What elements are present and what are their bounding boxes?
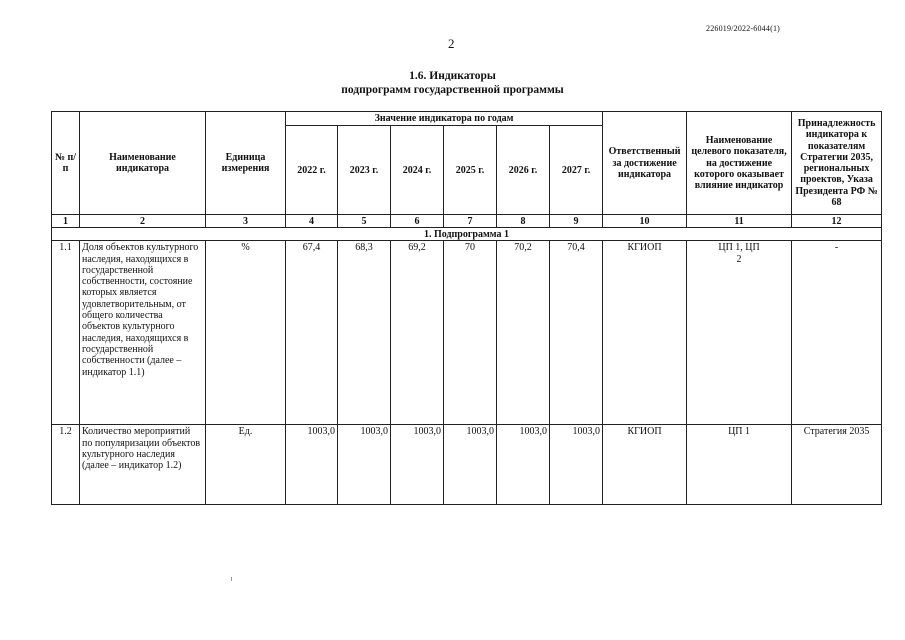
column-number: 2 — [80, 215, 206, 228]
indicators-table — [51, 111, 882, 505]
row-target-indicator: ЦП 1, ЦП 2 — [687, 241, 792, 425]
row-indicator-name: Доля объектов культурного наследия, находящихся в государственной собственности, состояние которых является удовлетворительным, от общего количества объектов культурного наследия, находящихся в государственной собственности (далее – индикатор 1.1) — [80, 241, 206, 425]
column-number-row — [52, 215, 882, 228]
row-responsible: КГИОП — [603, 241, 687, 425]
row-num: 1.2 — [52, 425, 80, 505]
header-year: 2025 г. — [444, 126, 497, 215]
header-year: 2027 г. — [550, 126, 603, 215]
header-row-top — [52, 112, 882, 126]
header-year: 2026 г. — [497, 126, 550, 215]
row-value: 69,2 — [391, 241, 444, 425]
header-indicator-name: Наименование индикатора — [80, 112, 206, 215]
column-number: 1 — [52, 215, 80, 228]
row-belonging: - — [792, 241, 882, 425]
subprogram-heading: 1. Подпрограмма 1 — [52, 228, 882, 241]
header-year: 2022 г. — [286, 126, 338, 215]
row-indicator-name: Количество мероприятий по популяризации объектов культурного наследия (далее – индикатор 1.2) — [80, 425, 206, 505]
row-unit: Ед. — [206, 425, 286, 505]
header-year: 2023 г. — [338, 126, 391, 215]
row-value: 67,4 — [286, 241, 338, 425]
header-belonging: Принадлежность индикатора к показателям Стратегии 2035, региональных проектов, Указа Президента РФ № 68 — [792, 112, 882, 215]
column-number: 6 — [391, 215, 444, 228]
row-target-indicator: ЦП 1 — [687, 425, 792, 505]
row-value: 1003,0 — [338, 425, 391, 505]
row-value: 1003,0 — [550, 425, 603, 505]
column-number: 3 — [206, 215, 286, 228]
document-registration-number: 226019/2022-6044(1) — [706, 24, 781, 33]
row-value: 1003,0 — [286, 425, 338, 505]
page-number: 2 — [448, 36, 455, 51]
row-value: 70,4 — [550, 241, 603, 425]
header-values-group: Значение индикатора по годам — [286, 112, 603, 126]
header-responsible: Ответственный за достижение индикатора — [603, 112, 687, 215]
column-number: 5 — [338, 215, 391, 228]
table-row — [52, 425, 882, 505]
section-title — [0, 69, 905, 97]
section-title-line1: 1.6. Индикаторы — [409, 70, 496, 82]
row-num: 1.1 — [52, 241, 80, 425]
row-value: 70,2 — [497, 241, 550, 425]
scan-mark — [231, 577, 232, 581]
column-number: 4 — [286, 215, 338, 228]
row-value: 1003,0 — [497, 425, 550, 505]
column-number: 12 — [792, 215, 882, 228]
row-belonging: Стратегия 2035 — [792, 425, 882, 505]
column-number: 9 — [550, 215, 603, 228]
row-responsible: КГИОП — [603, 425, 687, 505]
table-row — [52, 241, 882, 425]
row-value: 1003,0 — [444, 425, 497, 505]
header-year: 2024 г. — [391, 126, 444, 215]
row-value: 1003,0 — [391, 425, 444, 505]
header-target-indicator: Наименование целевого показателя, на достижение которого оказывает влияние индикатор — [687, 112, 792, 215]
row-value: 70 — [444, 241, 497, 425]
column-number: 7 — [444, 215, 497, 228]
row-value: 68,3 — [338, 241, 391, 425]
column-number: 11 — [687, 215, 792, 228]
column-number: 8 — [497, 215, 550, 228]
header-unit: Единица измерения — [206, 112, 286, 215]
column-number: 10 — [603, 215, 687, 228]
section-row — [52, 228, 882, 241]
section-title-line2: подпрограмм государственной программы — [341, 84, 564, 96]
header-num: № п/п — [52, 112, 80, 215]
row-unit: % — [206, 241, 286, 425]
